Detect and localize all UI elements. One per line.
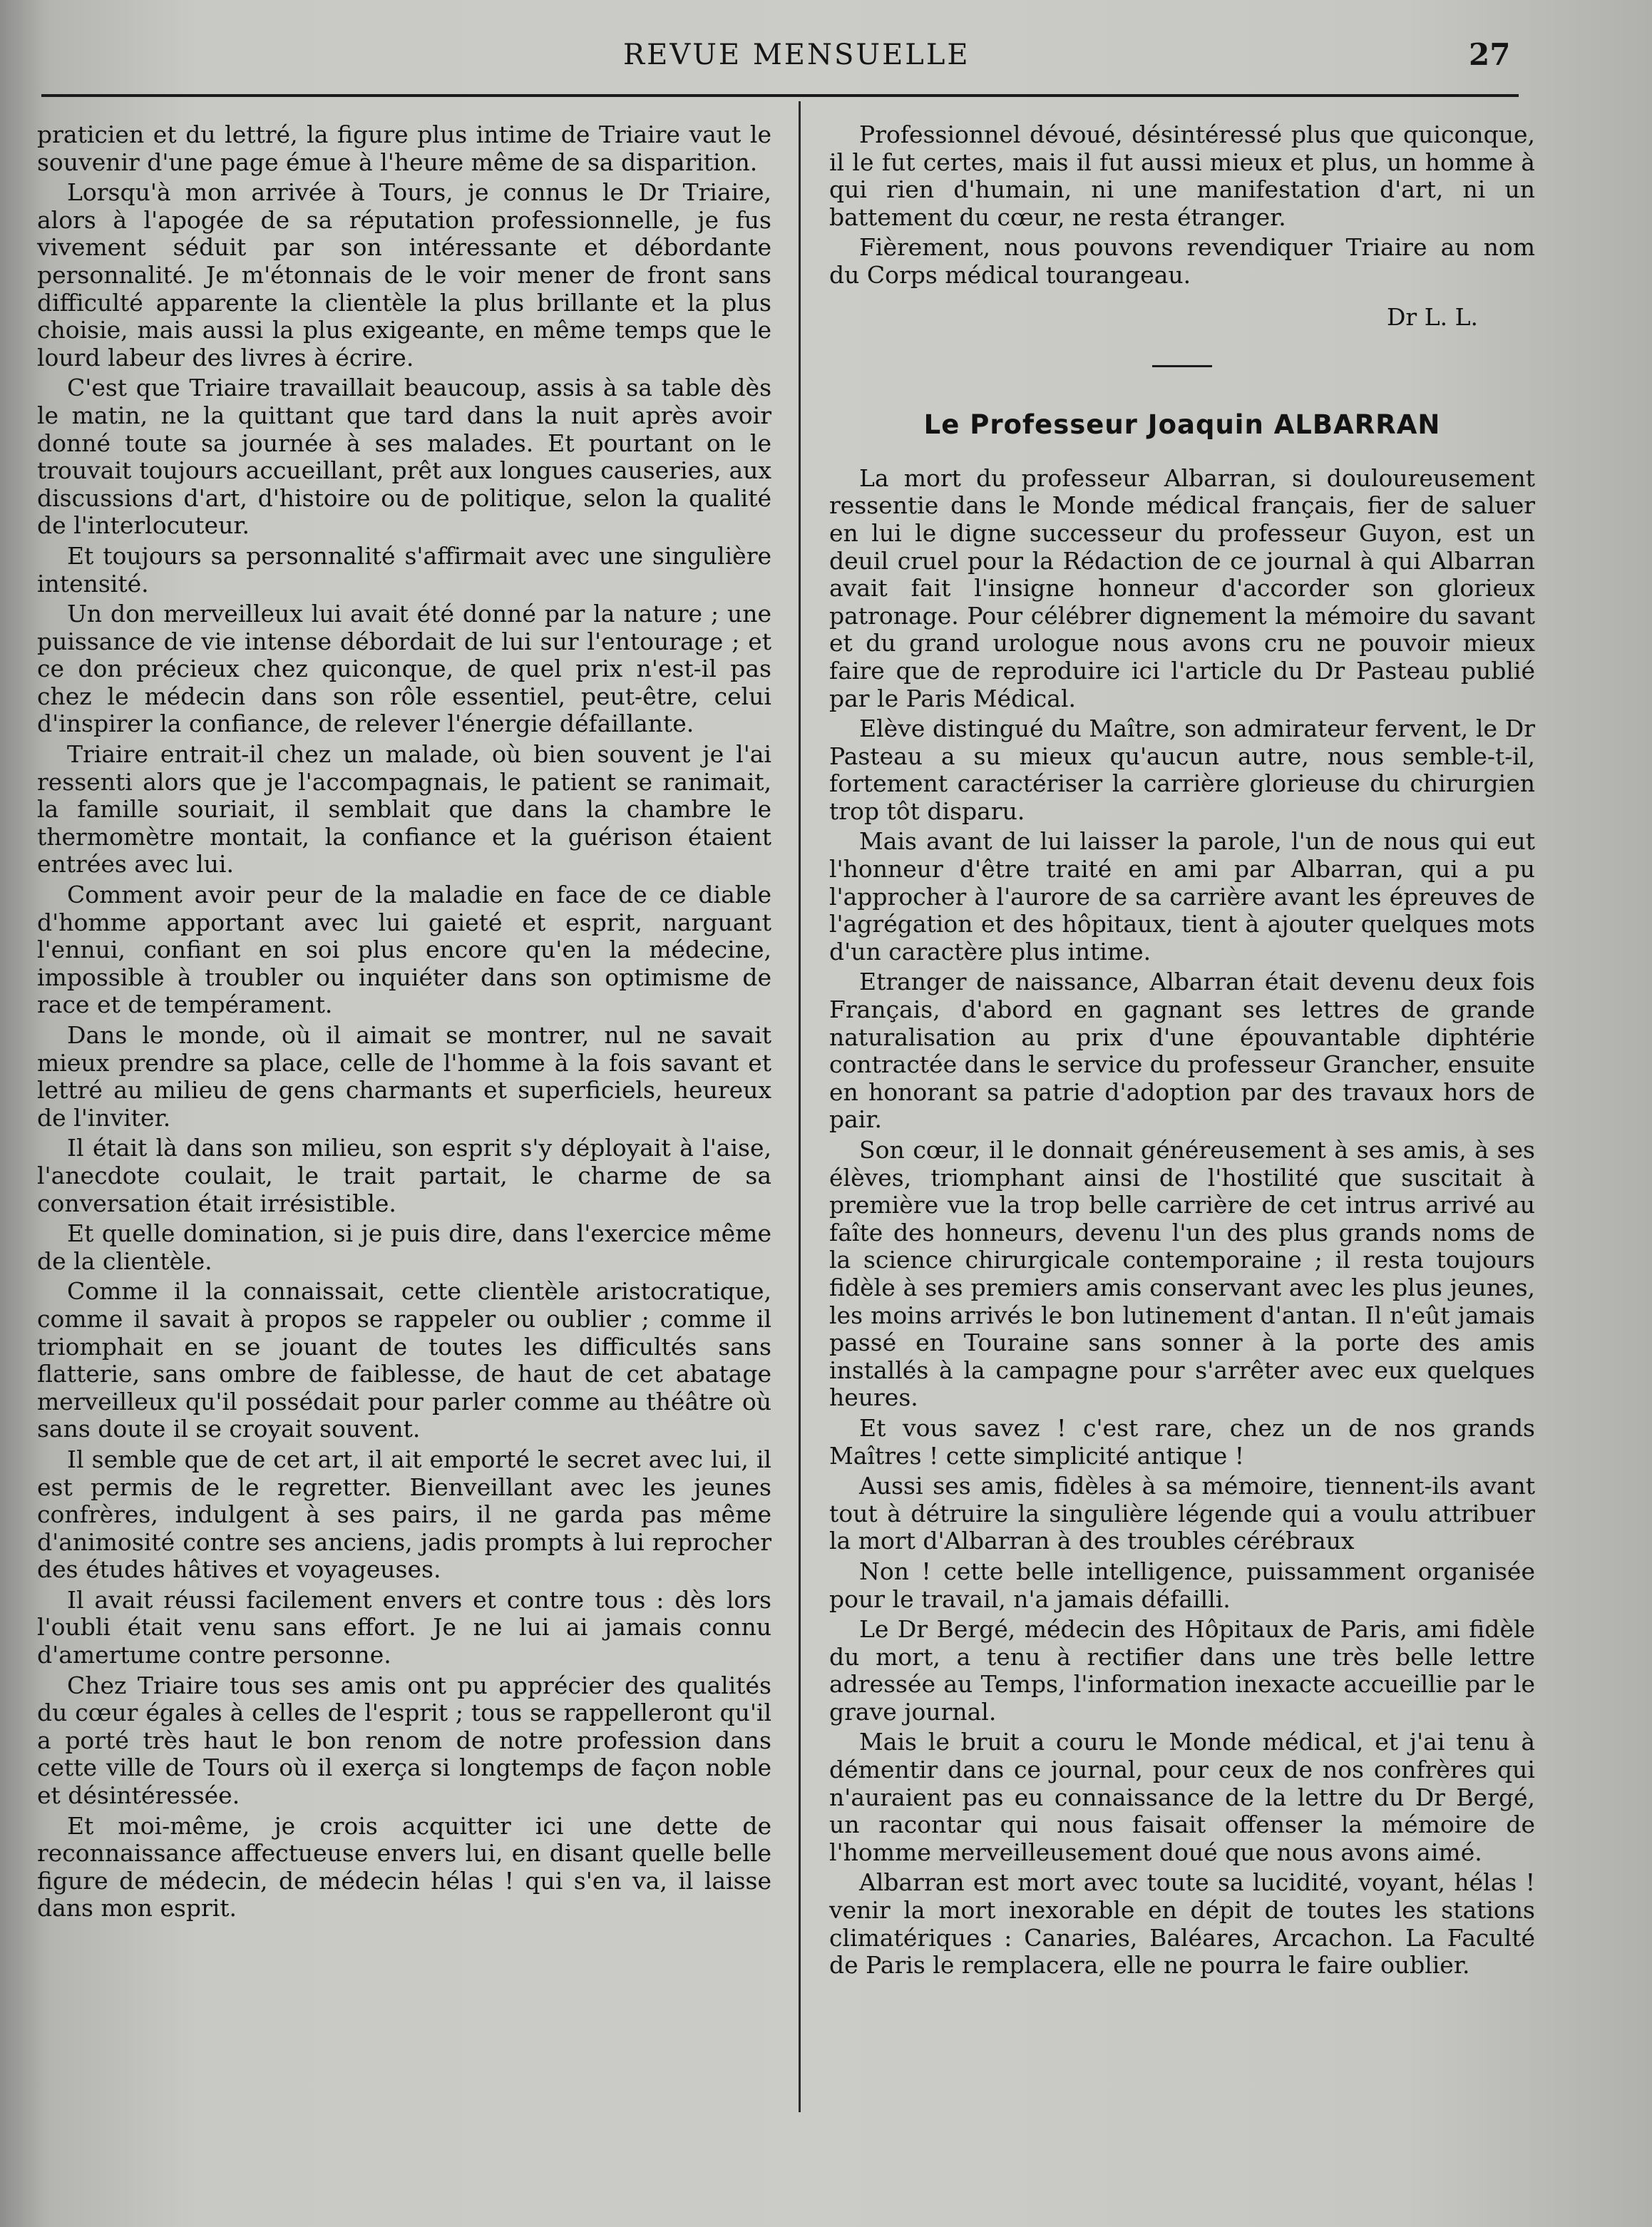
paragraph: Lorsqu'à mon arrivée à Tours, je connus le Dr Triaire, alors à l'apogée de sa réputation professionnelle, je fus vivement séduit par son intéressante et débordante personnalité. Je m'étonnais de le voir mener de front sans difficulté apparente la clientèle la plus brillante et la plus choisie, mais aussi la plus exigeante, en même temps que le lourd labeur des livres à écrire.	[37, 178, 771, 372]
section-separator	[1152, 365, 1212, 367]
paragraph: Et moi-même, je crois acquitter ici une dette de reconnaissance affectueuse envers lui, en disant quelle belle figure de médecin, de médecin hélas ! qui s'en va, il laisse dans mon esprit.	[37, 1811, 771, 1923]
paragraph: Albarran est mort avec toute sa lucidité, voyant, hélas ! venir la mort inexorable en dépit de toutes les stations climatériques : Canaries, Baléares, Arcachon. La Faculté de Paris le remplacera, elle ne pourra le faire oublier.	[829, 1868, 1535, 1980]
column-divider	[799, 101, 801, 2112]
paragraph: Et quelle domination, si je puis dire, dans l'exercice même de la clientèle.	[37, 1219, 771, 1275]
paragraph: Etranger de naissance, Albarran était devenu deux fois Français, d'abord en gagnant ses lettres de grande naturalisation au prix d'une épouvantable diphtérie contractée dans le service du professeur Grancher, ensuite en honorant sa patrie d'adoption par des travaux hors de pair.	[829, 968, 1535, 1134]
paragraph: Et vous savez ! c'est rare, chez un de nos grands Maîtres ! cette simplicité antique !	[829, 1413, 1535, 1470]
paragraph: Il était là dans son milieu, son esprit s'y déployait à l'aise, l'anecdote coulait, le trait partait, le charme de sa conversation était irrésistible.	[37, 1134, 771, 1217]
paragraph: Mais avant de lui laisser la parole, l'un de nous qui eut l'honneur d'être traité en ami par Albarran, qui a pu l'approcher à l'aurore de sa carrière avant les épreuves de l'agrégation et des hôpitaux, tient à ajouter quelques mots d'un caractère plus intime.	[829, 827, 1535, 966]
paragraph: Dans le monde, où il aimait se montrer, nul ne savait mieux prendre sa place, celle de l'homme à la fois savant et lettré au milieu de gens charmants et superficiels, heureux de l'inviter.	[37, 1021, 771, 1132]
paragraph: Triaire entrait-il chez un malade, où bien souvent je l'ai ressenti alors que je l'accompagnais, le patient se ranimait, la famille souriait, il semblait que dans la chambre le thermomètre montait, la confiance et la guérison étaient entrées avec lui.	[37, 740, 771, 879]
paragraph: Et toujours sa personnalité s'affirmait avec une singulière intensité.	[37, 541, 771, 598]
paragraph: Il avait réussi facilement envers et contre tous : dès lors l'oubli était venu sans effort. Je ne lui ai jamais connu d'amertume contre personne.	[37, 1585, 771, 1669]
paragraph: Le Dr Bergé, médecin des Hôpitaux de Paris, ami fidèle du mort, a tenu à rectifier dans une très belle lettre adressée au Temps, l'information inexacte accueillie par le grave journal.	[829, 1615, 1535, 1726]
paragraph: Professionnel dévoué, désintéressé plus que quiconque, il le fut certes, mais il fut aussi mieux et plus, un homme à qui rien d'humain, ni une manifestation d'art, ni un battement du cœur, ne resta étranger.	[829, 121, 1535, 231]
paragraph: Un don merveilleux lui avait été donné par la nature ; une puissance de vie intense débordait de lui sur l'entourage ; et ce don précieux chez quiconque, de quel prix n'est-il pas chez le médecin dans son rôle essentiel, peut-être, celui d'inspirer la confiance, de relever l'énergie défaillante.	[37, 600, 771, 738]
paragraph: Comme il la connaissait, cette clientèle aristocratique, comme il savait à propos se rappeler ou oublier ; comme il triomphait en se jouant de toutes les difficultés sans flatterie, sans ombre de faiblesse, de haut de cet abatage merveilleux qu'il possédait pour parler comme au théâtre où sans doute il se croyait souvent.	[37, 1277, 771, 1443]
paragraph: Mais le bruit a couru le Monde médical, et j'ai tenu à démentir dans ce journal, pour ceux de nos confrères qui n'auraient pas eu connaissance de la lettre du Dr Bergé, un racontar qui nous faisait offenser la mémoire de l'homme merveilleusement doué que nous avons aimé.	[829, 1728, 1535, 1866]
paragraph: C'est que Triaire travaillait beaucoup, assis à sa table dès le matin, ne la quittant que tard dans la nuit après avoir donné toute sa journée à ses malades. Et pourtant on le trouvait toujours accueillant, prêt aux longues causeries, aux discussions d'art, d'histoire ou de politique, selon la qualité de l'interlocuteur.	[37, 374, 771, 540]
paragraph: Son cœur, il le donnait généreusement à ses amis, à ses élèves, triomphant ainsi de l'hostilité que suscitait à première vue la trop belle carrière de cet intrus arrivé au faîte des honneurs, devenu l'un des plus grands noms de la science chirurgicale contemporaine ; il resta toujours fidèle à ses premiers amis conservant avec les plus jeunes, les moins arrivés le bon lutinement d'antan. Il n'eût jamais passé en Touraine sans sonner à la porte des amis installés à la campagne pour s'arrêter avec eux quelques heures.	[829, 1136, 1535, 1412]
paragraph: Il semble que de cet art, il ait emporté le secret avec lui, il est permis de le regretter. Bienveillant avec les jeunes confrères, indulgent à ses pairs, il ne garda pas même d'animosité contre ses anciens, jadis prompts à lui reprocher des études hâtives et voyageuses.	[37, 1445, 771, 1584]
paragraph: Chez Triaire tous ses amis ont pu apprécier des qualités du cœur égales à celles de l'esprit ; tous se rappelleront qu'il a porté très haut le bon renom de notre profession dans cette ville de Tours où il exerça si longtemps de façon noble et désintéressée.	[37, 1671, 771, 1810]
paragraph: Aussi ses amis, fidèles à sa mémoire, tiennent-ils avant tout à détruire la singulière légende qui a voulu attribuer la mort d'Albarran à des troubles cérébraux	[829, 1472, 1535, 1555]
paragraph: La mort du professeur Albarran, si douloureusement ressentie dans le Monde médical français, fier de saluer en lui le digne successeur du professeur Guyon, est un deuil cruel pour la Rédaction de ce journal à qui Albarran avait fait l'insigne honneur d'accorder son glorieux patronage. Pour célébrer dignement la mémoire du savant et du grand urologue nous avons cru ne pouvoir mieux faire que de reproduire ici l'article du Dr Pasteau publié par le Paris Médical.	[829, 464, 1535, 712]
right-column	[829, 121, 1535, 1982]
paragraph: Fièrement, nous pouvons revendiquer Triaire au nom du Corps médical tourangeau.	[829, 233, 1535, 289]
header-rule	[41, 94, 1519, 97]
journal-title: REVUE MENSUELLE	[623, 39, 970, 71]
paragraph: Non ! cette belle intelligence, puissamment organisée pour le travail, n'a jamais défailli.	[829, 1557, 1535, 1613]
paragraph: Elève distingué du Maître, son admirateur fervent, le Dr Pasteau a su mieux qu'aucun autre, nous semble-t-il, fortement caractériser la carrière glorieuse du chirurgien trop tôt disparu.	[829, 715, 1535, 825]
page-number: 27	[1469, 37, 1511, 72]
author-signature: Dr L. L.	[1386, 302, 1478, 331]
article-title: Le Professeur Joaquin ALBARRAN	[923, 409, 1441, 441]
left-column	[37, 121, 771, 1925]
paragraph: Comment avoir peur de la maladie en face de ce diable d'homme apportant avec lui gaieté et esprit, narguant l'ennui, confiant en soi plus encore qu'en la médecine, impossible à troubler ou inquiéter dans son optimisme de race et de tempérament.	[37, 881, 771, 1019]
running-header	[0, 39, 1652, 81]
paragraph: praticien et du lettré, la figure plus intime de Triaire vaut le souvenir d'une page émue à l'heure même de sa disparition.	[37, 121, 771, 176]
